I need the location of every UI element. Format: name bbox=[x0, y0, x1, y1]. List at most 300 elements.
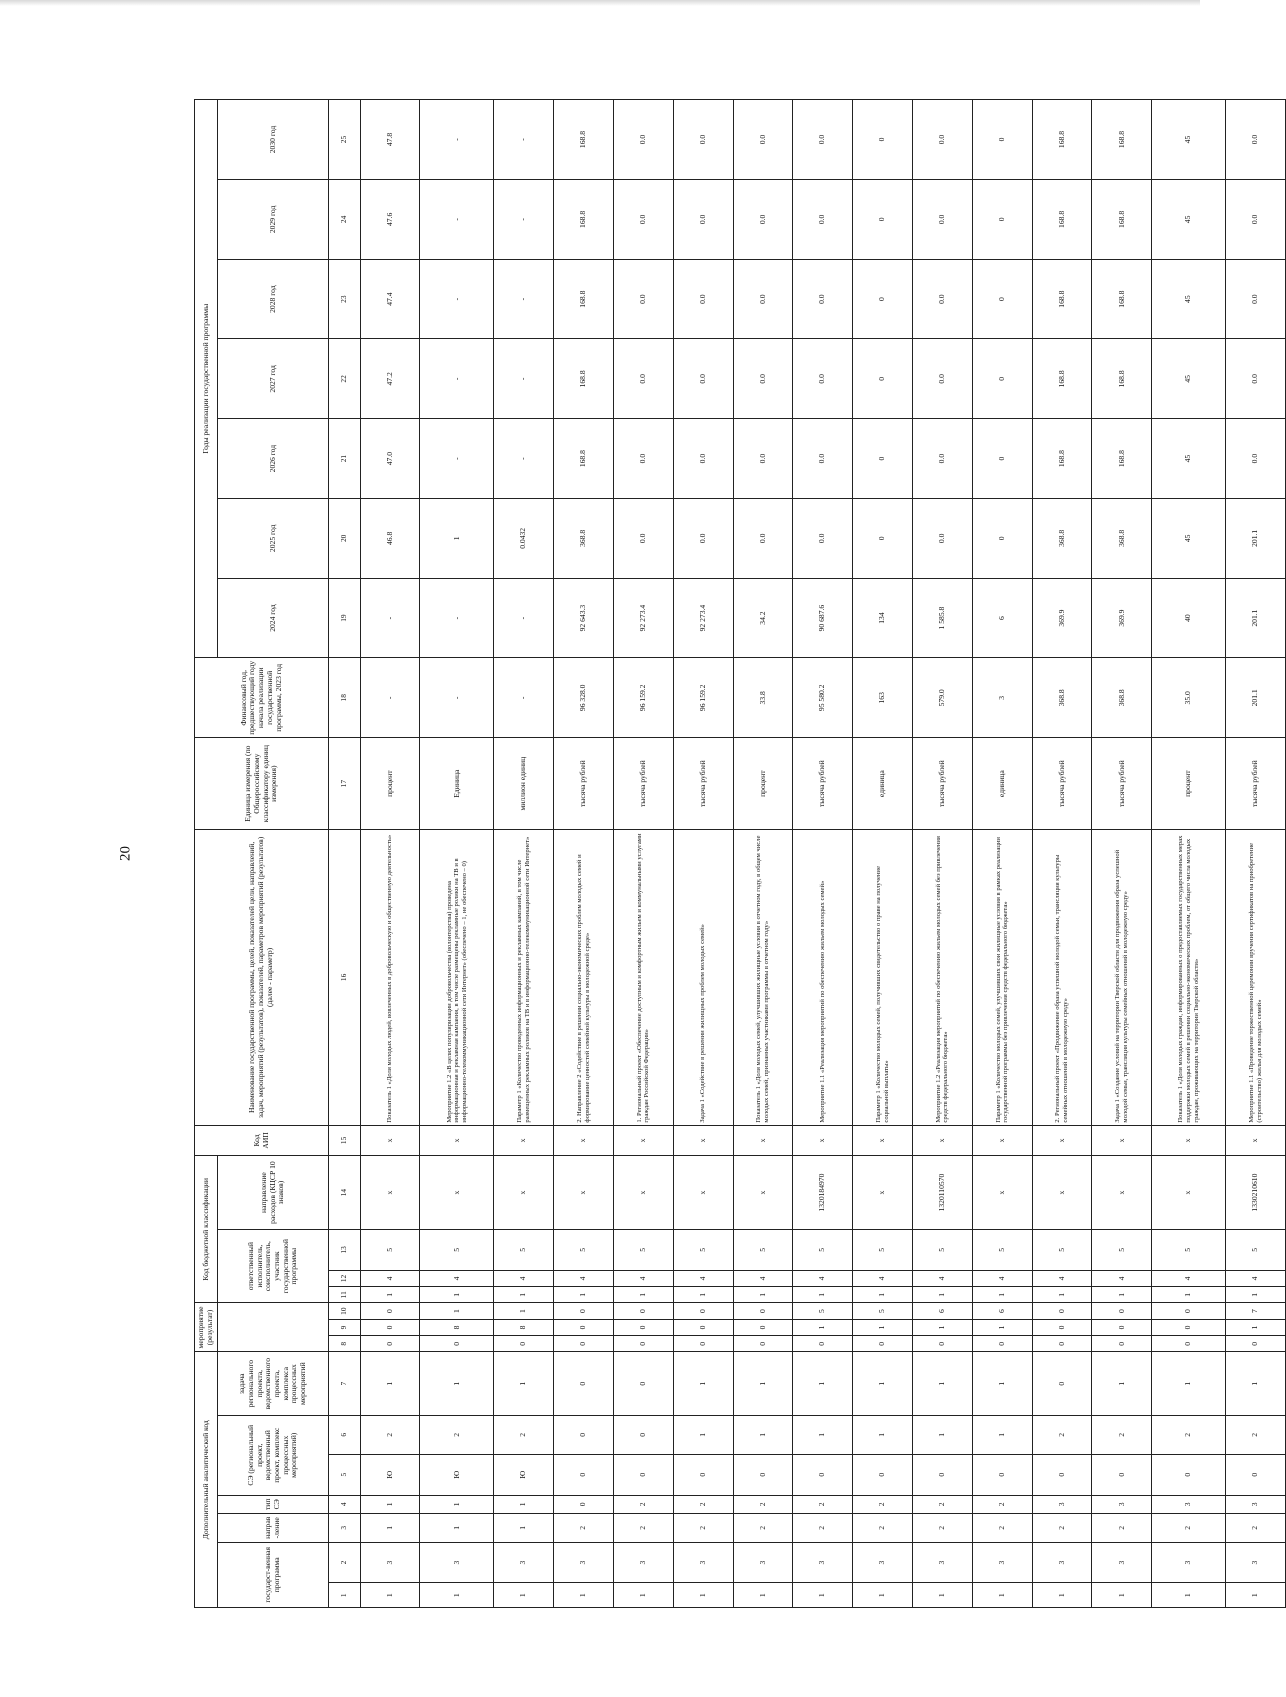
row-year-value: 92 273.4 bbox=[673, 578, 733, 658]
code-cell: 4 bbox=[494, 1270, 554, 1286]
code-cell: 0 bbox=[554, 1319, 614, 1335]
row-year-value: 0.0432 bbox=[494, 498, 554, 578]
row-name: Параметр 1 «Количество молодых семей, улучшивших свои жилищные условия в рамках реализации государственной программы без привлечения средств федерального бюджета» bbox=[972, 830, 1032, 1125]
code-cell: 1 bbox=[1092, 1352, 1152, 1415]
code-cell: 2 bbox=[1032, 1415, 1092, 1454]
row-year-value: 0.0 bbox=[613, 498, 673, 578]
row-unit: тысяча рублей bbox=[673, 738, 733, 830]
row-year-value: 47.0 bbox=[360, 419, 420, 499]
row-year-value: 0.0 bbox=[613, 419, 673, 499]
header-year-2025: 2025 год bbox=[218, 498, 329, 578]
code-cell: 1 bbox=[1152, 1352, 1226, 1415]
code-cell: 0 bbox=[733, 1336, 793, 1352]
row-year-value: 0 bbox=[972, 339, 1032, 419]
code-cell: 1 bbox=[853, 1352, 913, 1415]
row-year-value: 1 585.8 bbox=[913, 578, 973, 658]
row-year-value: - bbox=[494, 339, 554, 419]
row-unit: Единица bbox=[420, 738, 494, 830]
row-base-year-value: 201.1 bbox=[1226, 658, 1286, 738]
code-cell: x bbox=[1092, 1125, 1152, 1156]
code-cell: 0 bbox=[1152, 1303, 1226, 1319]
row-name: Показатель 1 «Доля молодых людей, вовлеченных в добровольческую и общественную деятельность» bbox=[360, 830, 420, 1125]
code-cell: 1 bbox=[793, 1415, 853, 1454]
code-cell: x bbox=[913, 1125, 973, 1156]
header-fin-year: Финансовый год, предшествующий году начала реализации государственной программы, 2023 год bbox=[195, 658, 329, 738]
code-cell: 1 bbox=[420, 1495, 494, 1513]
row-year-value: 45 bbox=[1152, 498, 1226, 578]
code-cell: 0 bbox=[1032, 1336, 1092, 1352]
column-number: 12 bbox=[329, 1270, 361, 1286]
code-cell: 1 bbox=[733, 1352, 793, 1415]
code-cell: 2 bbox=[613, 1495, 673, 1513]
code-cell: 5 bbox=[972, 1229, 1032, 1270]
code-cell: 1 bbox=[673, 1583, 733, 1608]
code-cell: 1 bbox=[913, 1415, 973, 1454]
code-cell: 5 bbox=[613, 1229, 673, 1270]
code-cell: 0 bbox=[1032, 1319, 1092, 1335]
code-cell: 1 bbox=[853, 1319, 913, 1335]
row-year-value: - bbox=[494, 180, 554, 260]
row-year-value: 0 bbox=[972, 419, 1032, 499]
code-cell: 0 bbox=[360, 1336, 420, 1352]
code-cell: 0 bbox=[613, 1303, 673, 1319]
code-cell: 0 bbox=[1152, 1336, 1226, 1352]
row-year-value: 0.0 bbox=[793, 180, 853, 260]
row-year-value: 168.8 bbox=[554, 180, 614, 260]
code-cell: 0 bbox=[613, 1336, 673, 1352]
program-table bbox=[194, 99, 1286, 1608]
row-year-value: 0 bbox=[853, 180, 913, 260]
row-year-value: 168.8 bbox=[1032, 100, 1092, 180]
row-unit: тысяча рублей bbox=[613, 738, 673, 830]
code-cell: 0 bbox=[793, 1454, 853, 1495]
code-cell: x bbox=[673, 1125, 733, 1156]
code-cell: x bbox=[613, 1125, 673, 1156]
code-cell: 0 bbox=[613, 1319, 673, 1335]
code-cell: 1 bbox=[733, 1415, 793, 1454]
code-cell: 1 bbox=[853, 1287, 913, 1303]
row-year-value: 0.0 bbox=[1226, 419, 1286, 499]
code-cell: 0 bbox=[1092, 1336, 1152, 1352]
row-year-value: - bbox=[494, 259, 554, 339]
code-cell: 3 bbox=[1226, 1495, 1286, 1513]
code-cell: 1 bbox=[913, 1287, 973, 1303]
table-row bbox=[360, 100, 420, 1608]
row-year-value: 201.1 bbox=[1226, 578, 1286, 658]
code-cell: 3 bbox=[613, 1542, 673, 1583]
row-year-value: 0 bbox=[972, 498, 1032, 578]
table-row bbox=[554, 100, 614, 1608]
code-cell: x bbox=[1032, 1125, 1092, 1156]
code-cell: 0 bbox=[554, 1454, 614, 1495]
row-year-value: 168.8 bbox=[554, 339, 614, 419]
code-cell: 5 bbox=[554, 1229, 614, 1270]
code-cell: 2 bbox=[972, 1513, 1032, 1542]
code-cell: 1 bbox=[733, 1583, 793, 1608]
code-cell: 2 bbox=[733, 1495, 793, 1513]
row-base-year-value: 96 159.2 bbox=[613, 658, 673, 738]
code-cell: 4 bbox=[673, 1270, 733, 1286]
code-cell: 0 bbox=[554, 1495, 614, 1513]
column-number: 24 bbox=[329, 180, 361, 260]
code-cell: 0 bbox=[673, 1319, 733, 1335]
code-cell: 2 bbox=[1032, 1513, 1092, 1542]
row-base-year-value: 35.0 bbox=[1152, 658, 1226, 738]
code-cell: 2 bbox=[793, 1513, 853, 1542]
header-budget-code: Код бюджетной классификации bbox=[195, 1156, 218, 1303]
code-cell: 0 bbox=[1092, 1454, 1152, 1495]
code-cell: 2 bbox=[420, 1415, 494, 1454]
code-cell: Ю bbox=[494, 1454, 554, 1495]
code-cell: 4 bbox=[1226, 1270, 1286, 1286]
code-cell: 0 bbox=[1092, 1319, 1152, 1335]
code-cell: 4 bbox=[554, 1270, 614, 1286]
code-cell: x bbox=[1032, 1156, 1092, 1230]
row-year-value: 168.8 bbox=[1092, 339, 1152, 419]
code-cell: 0 bbox=[913, 1336, 973, 1352]
column-number: 20 bbox=[329, 498, 361, 578]
code-cell: 0 bbox=[673, 1303, 733, 1319]
code-cell: 0 bbox=[1226, 1336, 1286, 1352]
code-cell: 1 bbox=[1226, 1319, 1286, 1335]
code-cell: 1 bbox=[1152, 1583, 1226, 1608]
code-cell: 5 bbox=[1226, 1229, 1286, 1270]
code-cell: x bbox=[360, 1125, 420, 1156]
column-number: 1 bbox=[329, 1583, 361, 1608]
row-year-value: 0.0 bbox=[673, 180, 733, 260]
code-cell: 8 bbox=[420, 1319, 494, 1335]
row-year-value: 0.0 bbox=[673, 419, 733, 499]
table-row bbox=[972, 100, 1032, 1608]
row-year-value: 168.8 bbox=[554, 100, 614, 180]
row-year-value: 0.0 bbox=[733, 259, 793, 339]
header-year-2030: 2030 год bbox=[218, 100, 329, 180]
code-cell: 1 bbox=[494, 1495, 554, 1513]
code-cell: 1 bbox=[1092, 1287, 1152, 1303]
code-cell: 2 bbox=[1226, 1415, 1286, 1454]
code-cell: 0 bbox=[554, 1415, 614, 1454]
row-year-value: 369.9 bbox=[1092, 578, 1152, 658]
row-year-value: 134 bbox=[853, 578, 913, 658]
code-cell: 1 bbox=[420, 1303, 494, 1319]
code-cell: 1 bbox=[420, 1287, 494, 1303]
code-cell: 1 bbox=[554, 1287, 614, 1303]
row-year-value: 168.8 bbox=[1032, 259, 1092, 339]
header-executor: ответственный исполнитель, соисполнитель, участник государственной программы bbox=[218, 1229, 329, 1303]
row-name: 2. Региональный проект «Продвижение образа успешной молодой семьи, трансляция культуры семейных отношений в молодежную среду» bbox=[1032, 830, 1092, 1125]
code-cell: 1 bbox=[613, 1583, 673, 1608]
code-cell: 1 bbox=[360, 1513, 420, 1542]
table-row bbox=[793, 100, 853, 1608]
code-cell: 1 bbox=[554, 1583, 614, 1608]
code-cell: 0 bbox=[360, 1319, 420, 1335]
code-cell: 0 bbox=[1032, 1352, 1092, 1415]
row-unit: процент bbox=[360, 738, 420, 830]
row-year-value: 0 bbox=[972, 259, 1032, 339]
row-year-value: 0.0 bbox=[673, 498, 733, 578]
code-cell: 5 bbox=[1092, 1229, 1152, 1270]
code-cell: 3 bbox=[1092, 1495, 1152, 1513]
code-cell: x bbox=[673, 1156, 733, 1230]
column-number: 13 bbox=[329, 1229, 361, 1270]
code-cell: 1 bbox=[793, 1352, 853, 1415]
code-cell: 3 bbox=[1032, 1542, 1092, 1583]
row-year-value: 168.8 bbox=[554, 419, 614, 499]
row-year-value: 0.0 bbox=[673, 100, 733, 180]
column-number: 25 bbox=[329, 100, 361, 180]
code-cell: 1 bbox=[972, 1319, 1032, 1335]
header-direction: направ-ление bbox=[218, 1513, 329, 1542]
row-year-value: 0.0 bbox=[733, 339, 793, 419]
row-year-value: 45 bbox=[1152, 100, 1226, 180]
code-cell: 3 bbox=[420, 1542, 494, 1583]
code-cell: 3 bbox=[913, 1542, 973, 1583]
column-number: 3 bbox=[329, 1513, 361, 1542]
code-cell: 4 bbox=[1152, 1270, 1226, 1286]
header-event-spacer bbox=[218, 1303, 329, 1352]
table-row bbox=[494, 100, 554, 1608]
row-year-value: 0.0 bbox=[793, 498, 853, 578]
code-cell: 5 bbox=[360, 1229, 420, 1270]
row-name: Мероприятие 1.1 «Реализация мероприятий по обеспечению жильем молодых семей» bbox=[793, 830, 853, 1125]
code-cell: 3 bbox=[1092, 1542, 1152, 1583]
code-cell: x bbox=[733, 1125, 793, 1156]
row-year-value: 0.0 bbox=[913, 100, 973, 180]
code-cell: 0 bbox=[554, 1303, 614, 1319]
row-base-year-value: 3 bbox=[972, 658, 1032, 738]
code-cell: 0 bbox=[420, 1336, 494, 1352]
code-cell: 0 bbox=[972, 1454, 1032, 1495]
row-year-value: - bbox=[420, 578, 494, 658]
code-cell: 2 bbox=[913, 1513, 973, 1542]
row-unit: тысяча рублей bbox=[1092, 738, 1152, 830]
code-cell: x bbox=[360, 1156, 420, 1230]
table-row bbox=[1152, 100, 1226, 1608]
code-cell: 1 bbox=[420, 1583, 494, 1608]
column-number: 6 bbox=[329, 1415, 361, 1454]
row-year-value: 0.0 bbox=[793, 259, 853, 339]
row-year-value: 92 643.3 bbox=[554, 578, 614, 658]
row-year-value: 0 bbox=[853, 339, 913, 419]
column-number: 8 bbox=[329, 1336, 361, 1352]
code-cell: 0 bbox=[673, 1454, 733, 1495]
row-year-value: 0.0 bbox=[733, 180, 793, 260]
code-cell: 0 bbox=[972, 1336, 1032, 1352]
row-base-year-value: 368.8 bbox=[1092, 658, 1152, 738]
row-year-value: 0.0 bbox=[793, 419, 853, 499]
row-year-value: 168.8 bbox=[1032, 180, 1092, 260]
column-number: 19 bbox=[329, 578, 361, 658]
code-cell: 1 bbox=[972, 1352, 1032, 1415]
code-cell: 2 bbox=[494, 1415, 554, 1454]
code-cell: 5 bbox=[793, 1303, 853, 1319]
code-cell: 1 bbox=[673, 1352, 733, 1415]
code-cell: 5 bbox=[1032, 1229, 1092, 1270]
column-number: 16 bbox=[329, 830, 361, 1125]
code-cell: 0 bbox=[1092, 1303, 1152, 1319]
row-year-value: 0.0 bbox=[613, 100, 673, 180]
code-cell: 1 bbox=[1032, 1287, 1092, 1303]
code-cell: 3 bbox=[360, 1542, 420, 1583]
code-cell: x bbox=[1092, 1156, 1152, 1230]
column-number: 10 bbox=[329, 1303, 361, 1319]
code-cell: 3 bbox=[853, 1542, 913, 1583]
code-cell: 1 bbox=[972, 1583, 1032, 1608]
row-year-value: 0.0 bbox=[913, 180, 973, 260]
code-cell: x bbox=[1152, 1125, 1226, 1156]
code-cell: 1 bbox=[673, 1287, 733, 1303]
code-cell: 2 bbox=[1092, 1513, 1152, 1542]
row-year-value: - bbox=[494, 419, 554, 499]
code-cell: x bbox=[853, 1125, 913, 1156]
code-cell: x bbox=[972, 1156, 1032, 1230]
row-year-value: 92 273.4 bbox=[613, 578, 673, 658]
row-year-value: 0.0 bbox=[733, 498, 793, 578]
code-cell: 1 bbox=[913, 1583, 973, 1608]
code-cell: 3 bbox=[554, 1542, 614, 1583]
table-row bbox=[1032, 100, 1092, 1608]
code-cell: 8 bbox=[494, 1319, 554, 1335]
row-year-value: 0 bbox=[853, 419, 913, 499]
code-cell: 2 bbox=[673, 1495, 733, 1513]
code-cell: 0 bbox=[853, 1454, 913, 1495]
code-cell: 4 bbox=[1032, 1270, 1092, 1286]
code-cell: 0 bbox=[673, 1336, 733, 1352]
table-row bbox=[1092, 100, 1152, 1608]
row-base-year-value: 163 bbox=[853, 658, 913, 738]
code-cell: 3 bbox=[1226, 1542, 1286, 1583]
header-sp-kind: СЭ (региональный проект, ведомственный проект, комплекс процессных мероприятий) bbox=[218, 1415, 329, 1495]
row-name: 2. Направление 2 «Содействие в решении социально-экономических проблем молодых семей и формирование ценностей семейной культуры в молодежной среде» bbox=[554, 830, 614, 1125]
code-cell: x bbox=[494, 1125, 554, 1156]
row-unit: тысяча рублей bbox=[1032, 738, 1092, 830]
code-cell: 4 bbox=[913, 1270, 973, 1286]
code-cell: 0 bbox=[733, 1319, 793, 1335]
code-cell: 2 bbox=[733, 1513, 793, 1542]
table-body bbox=[329, 100, 1286, 1608]
column-number: 15 bbox=[329, 1125, 361, 1156]
code-cell: 0 bbox=[793, 1336, 853, 1352]
row-year-value: 168.8 bbox=[1092, 180, 1152, 260]
row-year-value: 45 bbox=[1152, 339, 1226, 419]
header-name: Наименование государственной программы, целей, показателей цели, направлений, задач, мероприятий (результатов), показателей, параметров мероприятий (результатов) (далее - параметр) bbox=[195, 830, 329, 1125]
code-cell: 1 bbox=[793, 1319, 853, 1335]
code-cell: 0 bbox=[613, 1454, 673, 1495]
row-year-value: 368.8 bbox=[554, 498, 614, 578]
header-task: задача регионального проекта, ведомственного проекта, комплекса процессных мероприятий bbox=[218, 1352, 329, 1415]
row-year-value: 0 bbox=[853, 259, 913, 339]
row-year-value: 47.6 bbox=[360, 180, 420, 260]
code-cell: 0 bbox=[1032, 1454, 1092, 1495]
header-years-title: Годы реализации государственной программы bbox=[195, 100, 218, 658]
row-year-value: 0.0 bbox=[733, 419, 793, 499]
row-year-value: 0.0 bbox=[793, 339, 853, 419]
header-year-2026: 2026 год bbox=[218, 419, 329, 499]
row-year-value: 369.9 bbox=[1032, 578, 1092, 658]
row-year-value: 0.0 bbox=[1226, 259, 1286, 339]
code-cell: 0 bbox=[913, 1454, 973, 1495]
code-cell: 2 bbox=[673, 1513, 733, 1542]
row-year-value: 6 bbox=[972, 578, 1032, 658]
row-name: Показатель 1 «Доля молодых семей, улучшивших жилищные условия в отчетном году, в общем числе молодых семей, признанных участниками программы в отчетном году» bbox=[733, 830, 793, 1125]
row-year-value: 0.0 bbox=[733, 100, 793, 180]
row-year-value: 0.0 bbox=[613, 180, 673, 260]
code-cell: 4 bbox=[1092, 1270, 1152, 1286]
column-number-row bbox=[329, 100, 361, 1608]
code-cell: x bbox=[972, 1125, 1032, 1156]
code-cell: 1 bbox=[913, 1319, 973, 1335]
row-unit: процент bbox=[733, 738, 793, 830]
code-cell: 1 bbox=[793, 1583, 853, 1608]
code-cell: 5 bbox=[1152, 1229, 1226, 1270]
code-cell: 1 bbox=[972, 1287, 1032, 1303]
code-cell: 1330210610 bbox=[1226, 1156, 1286, 1230]
row-base-year-value: 96 328.0 bbox=[554, 658, 614, 738]
code-cell: 1 bbox=[420, 1513, 494, 1542]
header-expense-dir: направление расходов (КЦСР 10 знаков) bbox=[218, 1156, 329, 1230]
page-number: 20 bbox=[117, 846, 134, 861]
code-cell: 1 bbox=[494, 1287, 554, 1303]
code-cell: x bbox=[733, 1156, 793, 1230]
row-base-year-value: 33.8 bbox=[733, 658, 793, 738]
table-row bbox=[853, 100, 913, 1608]
row-year-value: 45 bbox=[1152, 180, 1226, 260]
column-number: 17 bbox=[329, 738, 361, 830]
row-base-year-value: 95 580.2 bbox=[793, 658, 853, 738]
code-cell: 4 bbox=[733, 1270, 793, 1286]
code-cell: 1 bbox=[853, 1415, 913, 1454]
code-cell: Ю bbox=[420, 1454, 494, 1495]
row-name: Параметр 1 «Количество молодых семей, получивших свидетельство о праве на получение социальной выплаты» bbox=[853, 830, 913, 1125]
row-year-value: 0 bbox=[972, 100, 1032, 180]
row-name: Задача 1 «Содействие в решении жилищных проблем молодых семей» bbox=[673, 830, 733, 1125]
row-base-year-value: - bbox=[494, 658, 554, 738]
row-unit: единица bbox=[853, 738, 913, 830]
code-cell: 1320110570 bbox=[913, 1156, 973, 1230]
row-year-value: - bbox=[494, 100, 554, 180]
code-cell: 4 bbox=[793, 1270, 853, 1286]
code-cell: 1 bbox=[1226, 1583, 1286, 1608]
row-year-value: 34.2 bbox=[733, 578, 793, 658]
rotated-table-wrapper bbox=[194, 99, 1263, 1608]
column-number: 18 bbox=[329, 658, 361, 738]
code-cell: 1 bbox=[360, 1287, 420, 1303]
code-cell: 4 bbox=[853, 1270, 913, 1286]
code-cell: 3 bbox=[793, 1542, 853, 1583]
code-cell: 0 bbox=[853, 1336, 913, 1352]
code-cell: 2 bbox=[1226, 1513, 1286, 1542]
code-cell: 1 bbox=[793, 1287, 853, 1303]
row-year-value: - bbox=[494, 578, 554, 658]
row-unit: процент bbox=[1152, 738, 1226, 830]
column-number: 23 bbox=[329, 259, 361, 339]
code-cell: x bbox=[793, 1125, 853, 1156]
scan-edge bbox=[0, 0, 1200, 6]
code-cell: 4 bbox=[420, 1270, 494, 1286]
column-number: 21 bbox=[329, 419, 361, 499]
row-year-value: 47.2 bbox=[360, 339, 420, 419]
row-year-value: 0.0 bbox=[1226, 339, 1286, 419]
code-cell: 0 bbox=[554, 1352, 614, 1415]
column-number: 5 bbox=[329, 1454, 361, 1495]
header-aip-code: Код АИП bbox=[195, 1125, 329, 1156]
row-unit: тысяча рублей bbox=[913, 738, 973, 830]
row-year-value: 0 bbox=[853, 100, 913, 180]
header-sp-type: тип СЭ bbox=[218, 1495, 329, 1513]
header-event: мероприятие (результат) bbox=[195, 1303, 218, 1352]
row-base-year-value: - bbox=[360, 658, 420, 738]
code-cell: 1 bbox=[733, 1287, 793, 1303]
